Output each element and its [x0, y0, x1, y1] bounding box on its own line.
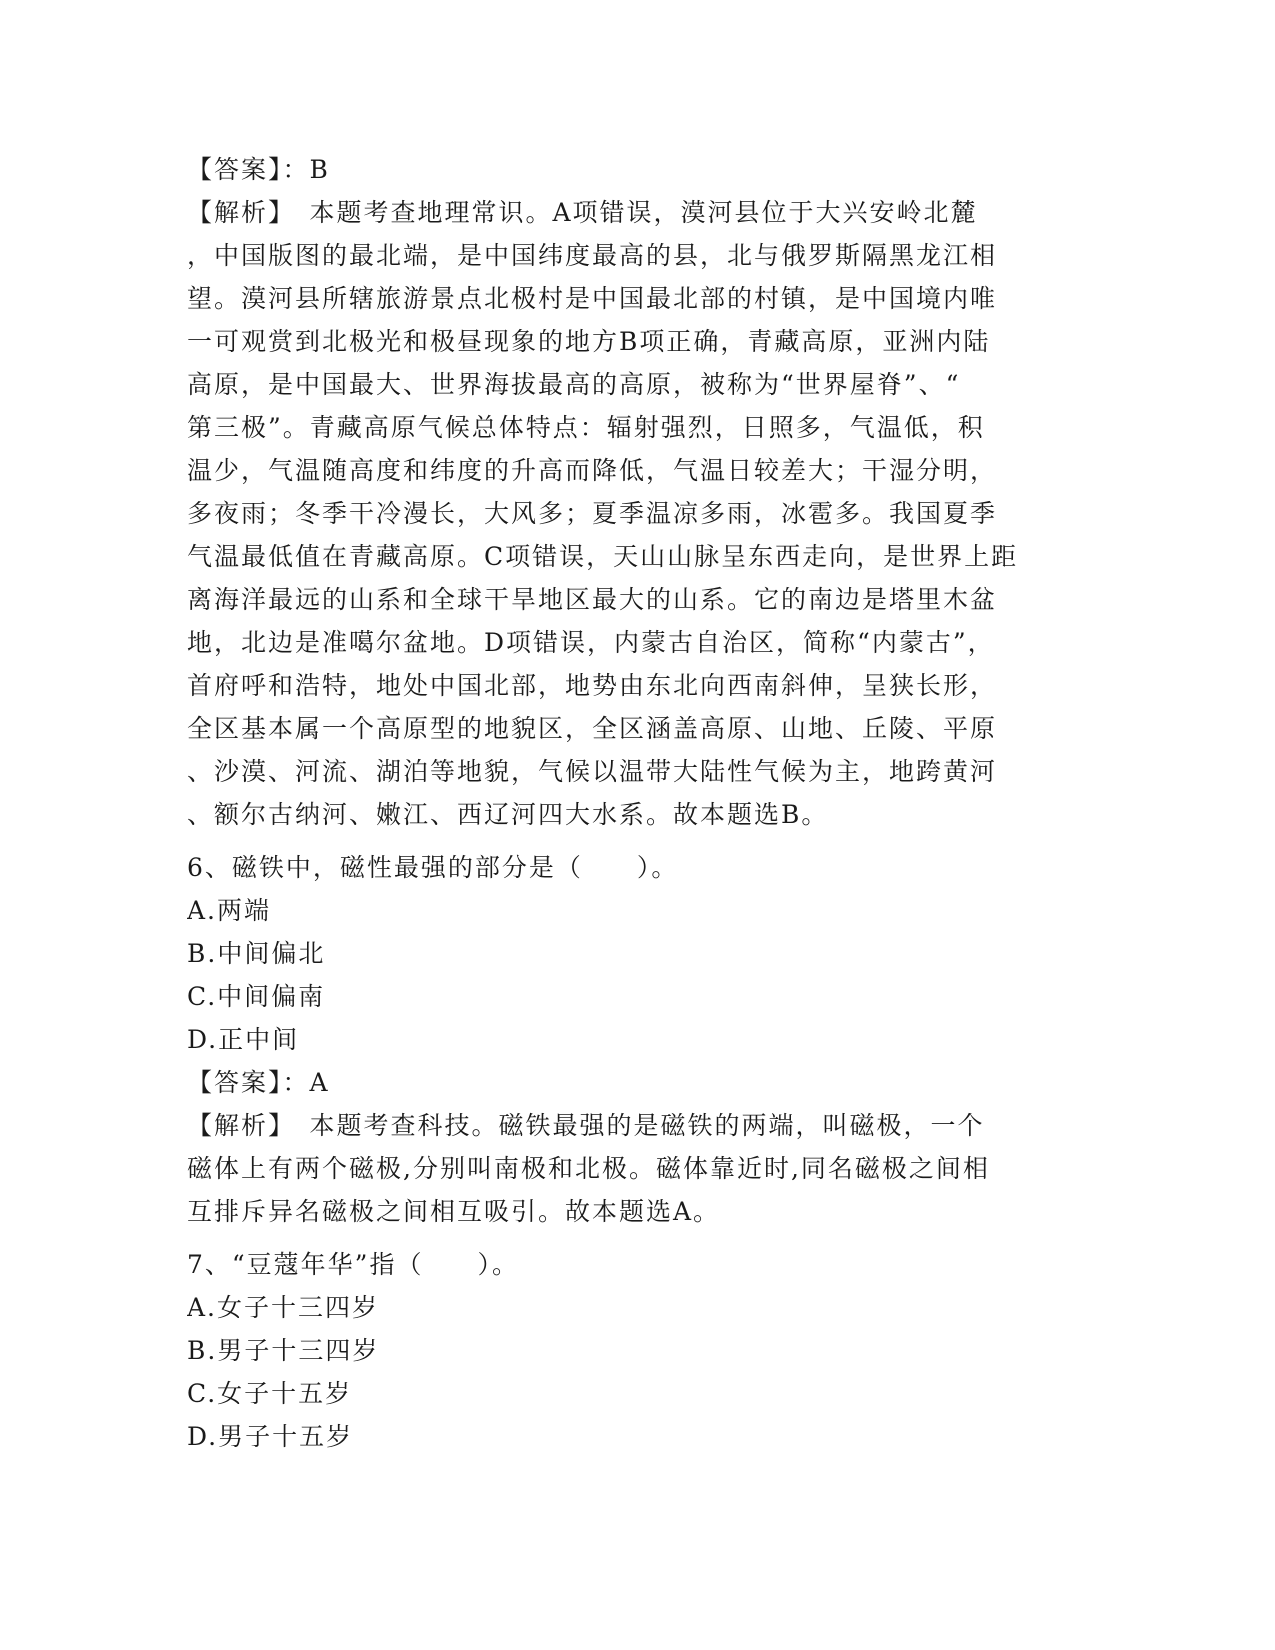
document-content [187, 148, 1082, 1458]
question-6-analysis-line: 互排斥异名磁极之间相互吸引。故本题选A。 [187, 1197, 721, 1226]
analysis-line: 离海洋最远的山系和全球干旱地区最大的山系。它的南边是塔里木盆 [187, 585, 998, 614]
analysis-line: 、沙漠、河流、湖泊等地貌，气候以温带大陆性气候为主，地跨黄河 [187, 757, 998, 786]
question-6-option-a: A.两端 [187, 896, 272, 925]
question-6-analysis-line: 磁体上有两个磁极,分别叫南极和北极。磁体靠近时,同名磁极之间相 [187, 1154, 990, 1183]
analysis-line: 地，北边是准噶尔盆地。D项错误，内蒙古自治区，简称“内蒙古”， [187, 628, 995, 657]
analysis-line: ，中国版图的最北端，是中国纬度最高的县，北与俄罗斯隔黑龙江相 [187, 241, 998, 270]
question-7-option-a: A.女子十三四岁 [187, 1293, 380, 1322]
analysis-line: 多夜雨；冬季干冷漫长，大风多；夏季温凉多雨，冰雹多。我国夏季 [187, 499, 998, 528]
question-6-stem: 6、磁铁中，磁性最强的部分是（ ）。 [187, 853, 679, 882]
analysis-line: 一可观赏到北极光和极昼现象的地方B项正确，青藏高原，亚洲内陆 [187, 327, 991, 356]
analysis-line: 温少，气温随高度和纬度的升高而降低，气温日较差大；干湿分明， [187, 456, 998, 485]
question-6-answer: 【答案】：A [187, 1068, 330, 1097]
spacer [187, 1233, 1082, 1243]
question-7-option-b: B.男子十三四岁 [187, 1336, 380, 1365]
question-6-analysis-line: 【解析】 本题考查科技。磁铁最强的是磁铁的两端，叫磁极，一个 [187, 1111, 985, 1140]
question-6-option-c: C.中间偏南 [187, 982, 326, 1011]
question-7-option-d: D.男子十五岁 [187, 1422, 354, 1451]
answer-line: 【答案】：B [187, 155, 330, 184]
spacer [187, 836, 1082, 846]
question-6-option-b: B.中间偏北 [187, 939, 326, 968]
question-6-option-d: D.正中间 [187, 1025, 300, 1054]
analysis-line: 第三极”。青藏高原气候总体特点：辐射强烈，日照多，气温低，积 [187, 413, 985, 442]
question-7-option-c: C.女子十五岁 [187, 1379, 353, 1408]
analysis-line: 首府呼和浩特，地处中国北部，地势由东北向西南斜伸，呈狭长形， [187, 671, 998, 700]
analysis-line: 气温最低值在青藏高原。C项错误，天山山脉呈东西走向，是世界上距 [187, 542, 1019, 571]
analysis-line: 、额尔古纳河、嫩江、西辽河四大水系。故本题选B。 [187, 800, 829, 829]
analysis-line: 【解析】 本题考查地理常识。A项错误，漠河县位于大兴安岭北麓 [187, 198, 978, 227]
analysis-line: 全区基本属一个高原型的地貌区，全区涵盖高原、山地、丘陵、平原 [187, 714, 998, 743]
analysis-line: 高原，是中国最大、世界海拔最高的高原，被称为“世界屋脊”、“ [187, 370, 961, 399]
question-7-stem: 7、“豆蔻年华”指（ ）。 [187, 1250, 519, 1279]
analysis-line: 望。漠河县所辖旅游景点北极村是中国最北部的村镇，是中国境内唯 [187, 284, 998, 313]
